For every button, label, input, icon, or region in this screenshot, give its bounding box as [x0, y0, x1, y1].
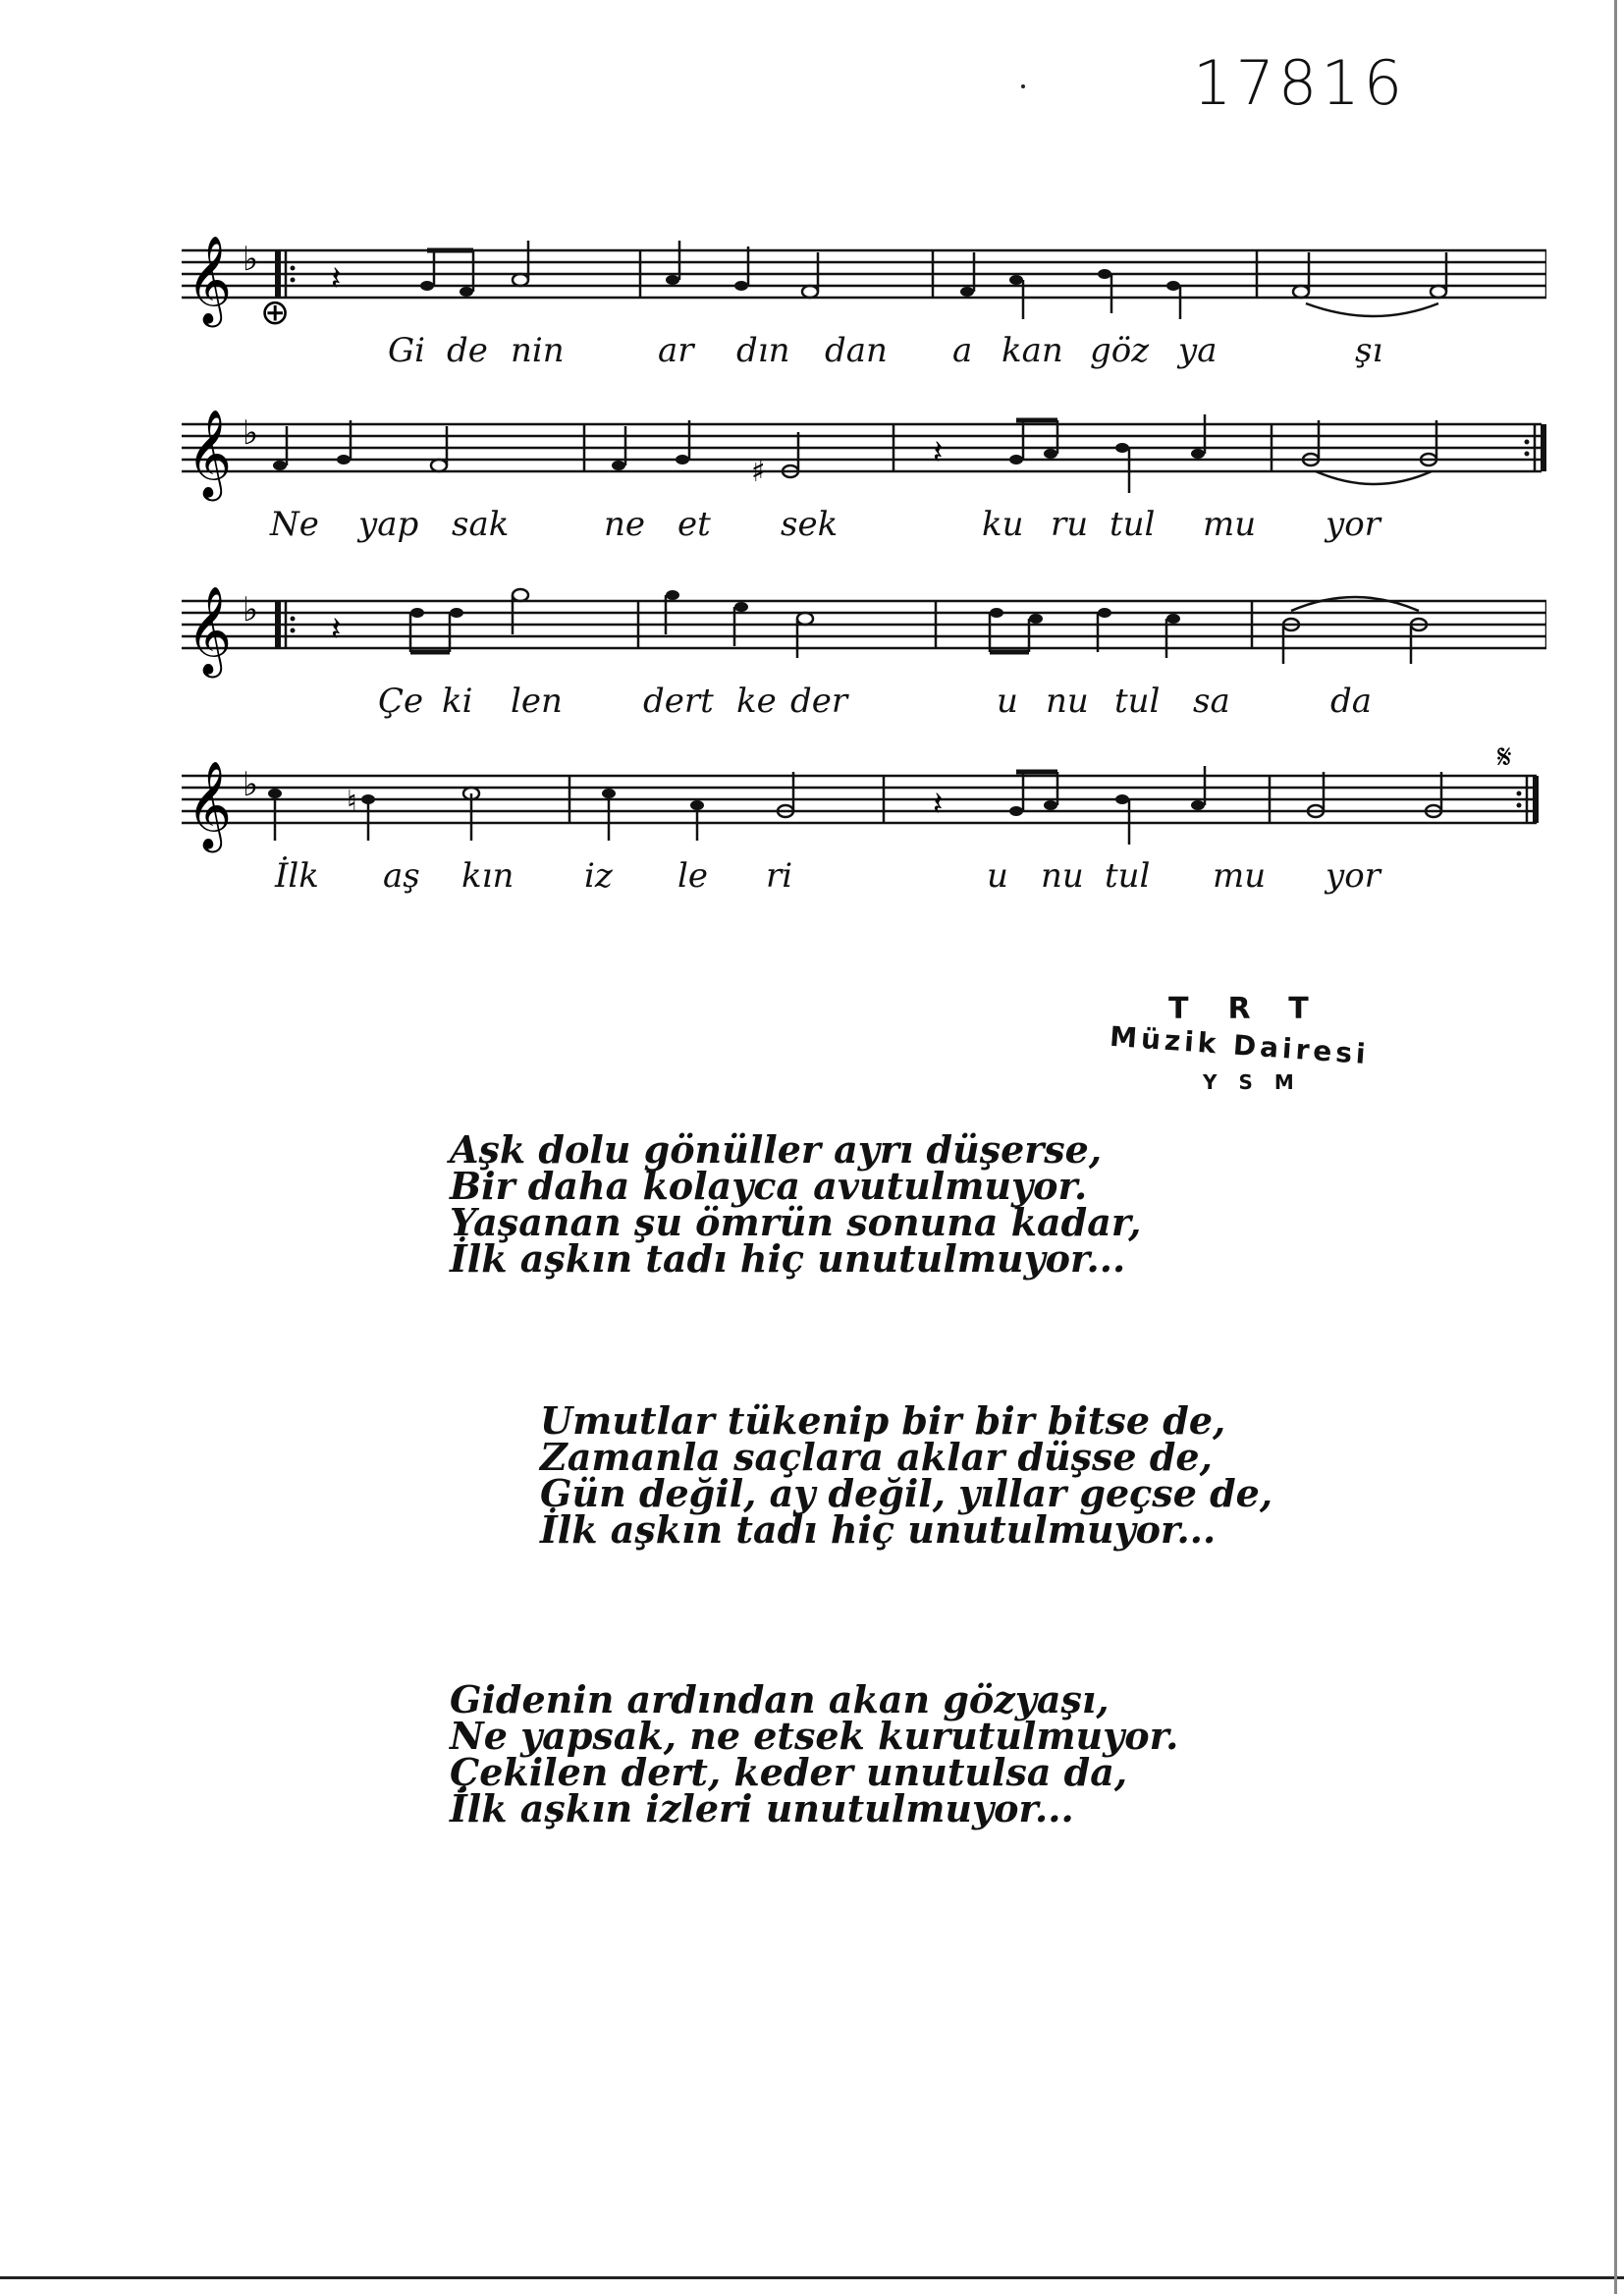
stanza-3-line-2: Ne yapsak, ne etsek kurutulmuyor. [450, 1714, 1179, 1758]
segno-icon: 𝄋 [1497, 746, 1512, 777]
trt-music-department-stamp [1110, 992, 1394, 1120]
lyric-syllable: ku [982, 505, 1024, 544]
lyric-syllable: şı [1355, 331, 1383, 370]
lyric-syllable: ke [736, 682, 777, 721]
svg-text:♯: ♯ [751, 455, 766, 489]
lyric-syllable: ne [604, 505, 646, 544]
svg-text:𝄽: 𝄽 [331, 259, 342, 299]
lyric-syllable: tul [1105, 856, 1151, 896]
lyric-syllable: ki [442, 682, 473, 721]
lyric-syllable: tul [1114, 682, 1161, 721]
stanza-1-line-4: İlk aşkın tadı hiç unutulmuyor... [450, 1236, 1126, 1281]
stanza-3-line-4: İlk aşkın izleri unutulmuyor... [450, 1786, 1074, 1830]
stanza-2-line-4: İlk aşkın tadı hiç unutulmuyor... [540, 1507, 1217, 1552]
svg-text:𝄽: 𝄽 [331, 610, 342, 649]
stanza-1-line-1: Aşk dolu gönüller ayrı düşerse, [450, 1127, 1103, 1172]
catalog-number: 17816 [1193, 47, 1407, 119]
staff-system-4 [172, 746, 1546, 933]
stanza-2 [540, 1398, 1273, 1552]
stanza-2-line-2: Zamanla saçlara aklar düşse de, [540, 1435, 1213, 1479]
staff-1-notation [172, 221, 1546, 329]
lyric-syllable: kın [461, 856, 514, 896]
staff-2-notation [172, 395, 1546, 503]
ink-dot [1021, 84, 1025, 88]
lyric-syllable: yap [358, 505, 419, 544]
treble-clef-icon: 𝄞 [187, 410, 233, 498]
lyric-syllable: de [447, 331, 488, 370]
lyric-syllable: nu [1041, 856, 1084, 896]
stanza-2-line-1: Umutlar tükenip bir bir bitse de, [540, 1398, 1226, 1443]
lyric-syllable: İlk [275, 856, 319, 896]
lyric-syllable: Çe [378, 682, 424, 721]
lyric-syllable: tul [1110, 505, 1156, 544]
lyric-syllable: et [677, 505, 711, 544]
lyric-syllable: ya [1178, 331, 1218, 370]
lyric-syllable: yor [1326, 505, 1380, 544]
svg-text:♭: ♭ [243, 765, 259, 804]
lyric-syllable: a [952, 331, 973, 370]
lyric-syllable: dert [643, 682, 714, 721]
staff-4-notation [172, 746, 1546, 854]
coda-icon: ⊕ [260, 293, 291, 329]
svg-text:♭: ♭ [243, 590, 259, 629]
lyric-syllable: sek [781, 505, 839, 544]
staff-system-3 [172, 572, 1546, 758]
lyric-syllable: sak [452, 505, 510, 544]
svg-text:♭: ♭ [243, 413, 259, 453]
lyric-syllable: mu [1213, 856, 1267, 896]
lyric-syllable: der [790, 682, 848, 721]
lyric-syllable: u [987, 856, 1008, 896]
svg-text:♮: ♮ [347, 785, 357, 819]
lyric-syllable: dın [736, 331, 790, 370]
staff-3-notation [172, 572, 1546, 680]
stanza-1-line-2: Bir daha kolayca avutulmuyor. [450, 1164, 1088, 1208]
lyric-syllable: kan [1001, 331, 1063, 370]
stanza-3-line-3: Çekilen dert, keder unutulsa da, [450, 1750, 1128, 1794]
lyric-syllable: dan [825, 331, 888, 370]
page-right-edge [1614, 0, 1617, 2294]
stamp-line-2: Müzik Dairesi [1109, 1019, 1371, 1071]
svg-text:𝄽: 𝄽 [933, 785, 944, 824]
lyric-syllable: yor [1326, 856, 1380, 896]
lyric-syllable: ri [766, 856, 793, 896]
lyric-syllable: Ne [270, 505, 319, 544]
staff-system-2 [172, 395, 1546, 581]
stanza-1 [450, 1127, 1142, 1281]
stanza-3 [450, 1677, 1179, 1830]
lyric-syllable: ar [658, 331, 694, 370]
lyric-syllable: Gi [388, 331, 426, 370]
stanza-3-line-1: Gidenin ardından akan gözyaşı, [450, 1677, 1110, 1721]
svg-text:♭: ♭ [243, 240, 259, 279]
lyric-syllable: sa [1193, 682, 1230, 721]
svg-text:𝄽: 𝄽 [933, 433, 944, 472]
treble-clef-icon: 𝄞 [187, 586, 233, 675]
lyric-syllable: nin [511, 331, 565, 370]
stanza-2-line-3: Gün değil, ay değil, yıllar geçse de, [540, 1471, 1273, 1515]
staff-system-1 [172, 221, 1546, 408]
page-bottom-edge [0, 2276, 1624, 2279]
lyric-syllable: len [511, 682, 563, 721]
stamp-line-3: YSM [1203, 1070, 1316, 1094]
lyric-syllable: nu [1046, 682, 1089, 721]
lyric-syllable: göz [1090, 331, 1150, 370]
treble-clef-icon: 𝄞 [187, 236, 233, 324]
stanza-1-line-3: Yaşanan şu ömrün sonuna kadar, [450, 1200, 1142, 1244]
lyric-syllable: da [1330, 682, 1373, 721]
lyric-syllable: mu [1203, 505, 1257, 544]
lyric-syllable: le [677, 856, 708, 896]
lyric-syllable: u [997, 682, 1018, 721]
lyric-syllable: aş [383, 856, 420, 896]
stamp-line-1: TRT [1168, 992, 1348, 1026]
lyric-syllable: ru [1051, 505, 1089, 544]
lyric-syllable: iz [584, 856, 613, 896]
treble-clef-icon: 𝄞 [187, 761, 233, 849]
